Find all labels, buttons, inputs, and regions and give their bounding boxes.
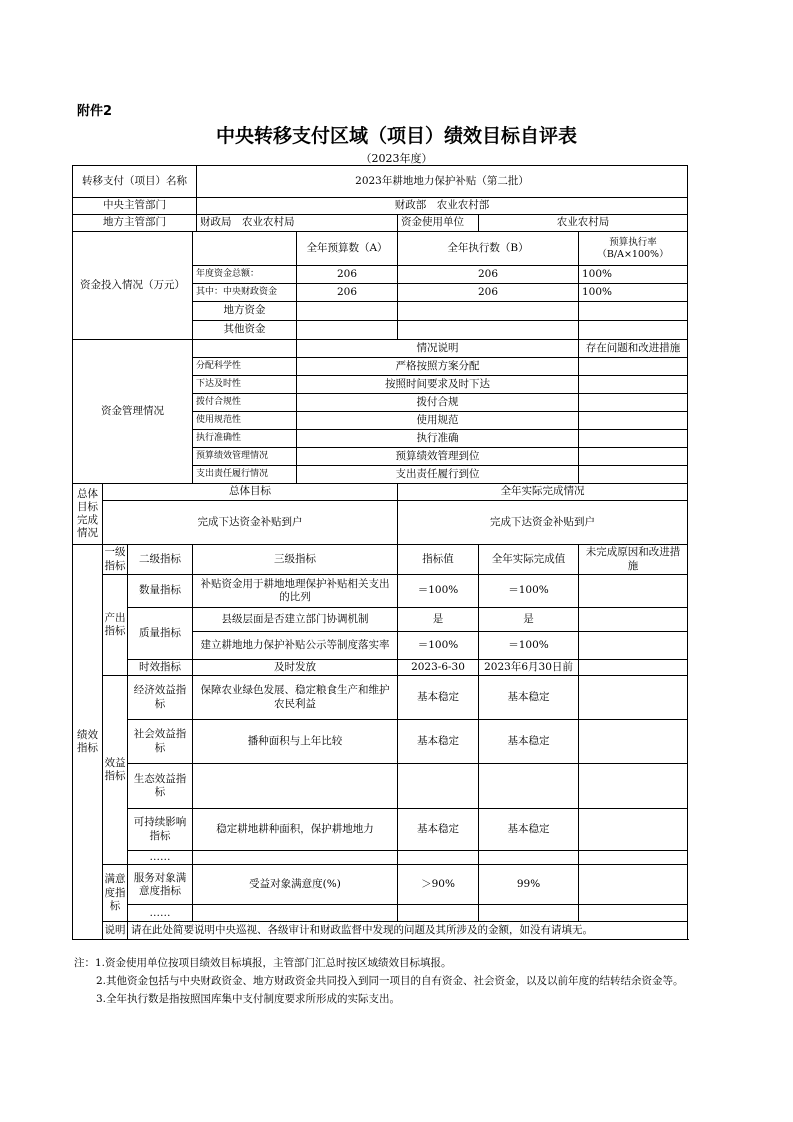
perf-reason [579, 905, 688, 922]
funds-row-budget: 206 [297, 266, 398, 284]
mgmt-col-desc: 情况说明 [297, 340, 579, 358]
attachment-label: 附件2 [77, 104, 113, 119]
funds-row-name: 其中：中央财政资金 [193, 284, 297, 302]
perf-value: ＝100% [398, 575, 479, 608]
perf-actual [479, 764, 579, 809]
perf-l3 [193, 905, 398, 922]
perf-value [398, 764, 479, 809]
perf-l2: …… [128, 851, 193, 865]
perf-reason [579, 865, 688, 905]
note-item: 3.全年执行数是指按照国库集中支付制度要求所形成的实际支出。 [96, 992, 401, 1005]
perf-l2: 可持续影响指标 [128, 809, 193, 851]
benefit-label: 效益指标 [103, 676, 128, 865]
perf-value: ＞90% [398, 865, 479, 905]
perf-l2: 质量指标 [128, 608, 193, 660]
mgmt-header-blank [193, 340, 297, 358]
perf-reason [579, 660, 688, 676]
perf-h-value: 指标值 [398, 545, 479, 575]
funds-row-budget: 206 [297, 284, 398, 302]
funds-row-rate: 100% [579, 284, 688, 302]
perf-value: 基本稳定 [398, 809, 479, 851]
mgmt-row-desc: 使用规范 [297, 412, 579, 430]
page-title: 中央转移支付区域（项目）绩效目标自评表 [215, 125, 577, 147]
mgmt-row-name: 下达及时性 [193, 376, 297, 394]
mgmt-row-issue [579, 394, 688, 412]
perf-value [398, 851, 479, 865]
mgmt-row-name: 支出责任履行情况 [193, 466, 297, 484]
funds-row-exec: 206 [398, 266, 579, 284]
mgmt-row-desc: 执行准确 [297, 430, 579, 448]
perf-value [398, 905, 479, 922]
perf-l3: 稳定耕地耕种面积，保护耕地地力 [193, 809, 398, 851]
note-item: 注：1.资金使用单位按项目绩效目标填报，主管部门汇总时按区域绩效目标填报。 [74, 957, 452, 969]
mgmt-row-desc: 严格按照方案分配 [297, 358, 579, 376]
notes [74, 955, 694, 1009]
perf-actual [479, 905, 579, 922]
perf-h-actual: 全年实际完成值 [479, 545, 579, 575]
perf-l3: 及时发放 [193, 660, 398, 676]
perf-l3: 保障农业绿色发展、稳定粮食生产和维护农民利益 [193, 676, 398, 720]
perf-reason [579, 608, 688, 632]
note-item: 2.其他资金包括与中央财政资金、地方财政资金共同投入到同一项目的自有资金、社会资金，以及以前年度的结转结余资金等。 [96, 974, 684, 987]
perf-actual: ＝100% [479, 575, 579, 608]
mgmt-row-issue [579, 412, 688, 430]
perf-reason [579, 720, 688, 764]
funds-row-rate [579, 302, 688, 321]
perf-l2: 时效指标 [128, 660, 193, 676]
perf-actual: 基本稳定 [479, 720, 579, 764]
funds-row-exec: 206 [398, 284, 579, 302]
funds-row-exec [398, 302, 579, 321]
goal-label: 总体目标完成情况 [73, 484, 103, 545]
perf-l2: 数量指标 [128, 575, 193, 608]
funds-row-name: 年度资金总额： [193, 266, 297, 284]
funds-row-budget [297, 302, 398, 321]
user-unit-label: 资金使用单位 [398, 215, 479, 232]
perf-l2: 服务对象满意度指标 [128, 865, 193, 905]
funds-col-exec: 全年执行数（B） [398, 232, 579, 266]
perf-actual: 基本稳定 [479, 809, 579, 851]
perf-l3 [193, 851, 398, 865]
mgmt-row-issue [579, 448, 688, 466]
perf-l3: 补贴资金用于耕地地理保护补贴相关支出的比列 [193, 575, 398, 608]
perf-reason [579, 575, 688, 608]
goal-col-goal: 总体目标 [103, 484, 398, 501]
mgmt-row-issue [579, 358, 688, 376]
funds-row-rate [579, 321, 688, 340]
mgmt-row-issue [579, 466, 688, 484]
remark-label: 说明 [103, 922, 128, 940]
local-dept-value: 财政局 农业农村局 [197, 215, 398, 232]
mgmt-row-name: 拨付合规性 [193, 394, 297, 412]
perf-label: 绩效指标 [73, 545, 103, 940]
funds-col-rate: 预算执行率 （B/A×100%） [579, 232, 688, 266]
central-dept-value: 财政部 农业农村部 [197, 198, 688, 215]
mgmt-row-name: 预算绩效管理情况 [193, 448, 297, 466]
funds-col-budget: 全年预算数（A） [297, 232, 398, 266]
perf-value: 2023-6-30 [398, 660, 479, 676]
perf-value: 是 [398, 608, 479, 632]
perf-l2: 生态效益指标 [128, 764, 193, 809]
perf-actual: ＝100% [479, 632, 579, 660]
perf-value: ＝100% [398, 632, 479, 660]
perf-actual: 99% [479, 865, 579, 905]
perf-reason [579, 764, 688, 809]
perf-l3: 县级层面是否建立部门协调机制 [193, 608, 398, 632]
goal-value: 完成下达资金补贴到户 [103, 501, 398, 545]
user-unit-value: 农业农村局 [479, 215, 688, 232]
perf-h-level1: 一级指标 [103, 545, 128, 575]
perf-reason [579, 632, 688, 660]
mgmt-row-name: 执行准确性 [193, 430, 297, 448]
mgmt-row-desc: 按照时间要求及时下达 [297, 376, 579, 394]
perf-l2: …… [128, 905, 193, 922]
mgmt-row-name: 使用规范性 [193, 412, 297, 430]
central-dept-label: 中央主管部门 [73, 198, 197, 215]
funds-header-blank [193, 232, 297, 266]
mgmt-row-issue [579, 376, 688, 394]
satisfaction-label: 满意度指标 [103, 865, 128, 922]
mgmt-label: 资金管理情况 [73, 340, 193, 484]
mgmt-row-issue [579, 430, 688, 448]
perf-reason [579, 809, 688, 851]
output-label: 产出指标 [103, 575, 128, 676]
mgmt-row-desc: 拨付合规 [297, 394, 579, 412]
mgmt-row-desc: 预算绩效管理到位 [297, 448, 579, 466]
perf-value: 基本稳定 [398, 720, 479, 764]
goal-col-actual: 全年实际完成情况 [398, 484, 688, 501]
perf-reason [579, 851, 688, 865]
perf-actual: 是 [479, 608, 579, 632]
perf-h-level3: 三级指标 [193, 545, 398, 575]
perf-value: 基本稳定 [398, 676, 479, 720]
evaluation-table [72, 165, 688, 940]
perf-l3: 建立耕地地力保护补贴公示等制度落实率 [193, 632, 398, 660]
perf-h-level2: 二级指标 [128, 545, 193, 575]
perf-l3: 播种面积与上年比较 [193, 720, 398, 764]
perf-actual: 基本稳定 [479, 676, 579, 720]
remark-value: 请在此处简要说明中央巡视、各级审计和财政监督中发现的问题及其所涉及的金额，如没有请填无。 [128, 922, 688, 940]
perf-actual [479, 851, 579, 865]
year-label: （2023年度） [360, 152, 433, 165]
funds-row-budget [297, 321, 398, 340]
project-name-label: 转移支付（项目）名称 [73, 166, 197, 198]
perf-l3 [193, 764, 398, 809]
mgmt-row-desc: 支出责任履行到位 [297, 466, 579, 484]
funds-label: 资金投入情况（万元） [73, 232, 193, 340]
perf-l3: 受益对象满意度(%) [193, 865, 398, 905]
funds-row-name: 其他资金 [193, 321, 297, 340]
project-name-value: 2023年耕地地力保护补贴（第二批） [197, 166, 688, 198]
local-dept-label: 地方主管部门 [73, 215, 197, 232]
perf-l2: 社会效益指标 [128, 720, 193, 764]
perf-l2: 经济效益指标 [128, 676, 193, 720]
perf-actual: 2023年6月30日前 [479, 660, 579, 676]
goal-actual-value: 完成下达资金补贴到户 [398, 501, 688, 545]
perf-h-reason: 未完成原因和改进措施 [579, 545, 688, 575]
perf-reason [579, 676, 688, 720]
funds-row-exec [398, 321, 579, 340]
mgmt-col-issue: 存在问题和改进措施 [579, 340, 688, 358]
mgmt-row-name: 分配科学性 [193, 358, 297, 376]
funds-row-rate: 100% [579, 266, 688, 284]
funds-row-name: 地方资金 [193, 302, 297, 321]
